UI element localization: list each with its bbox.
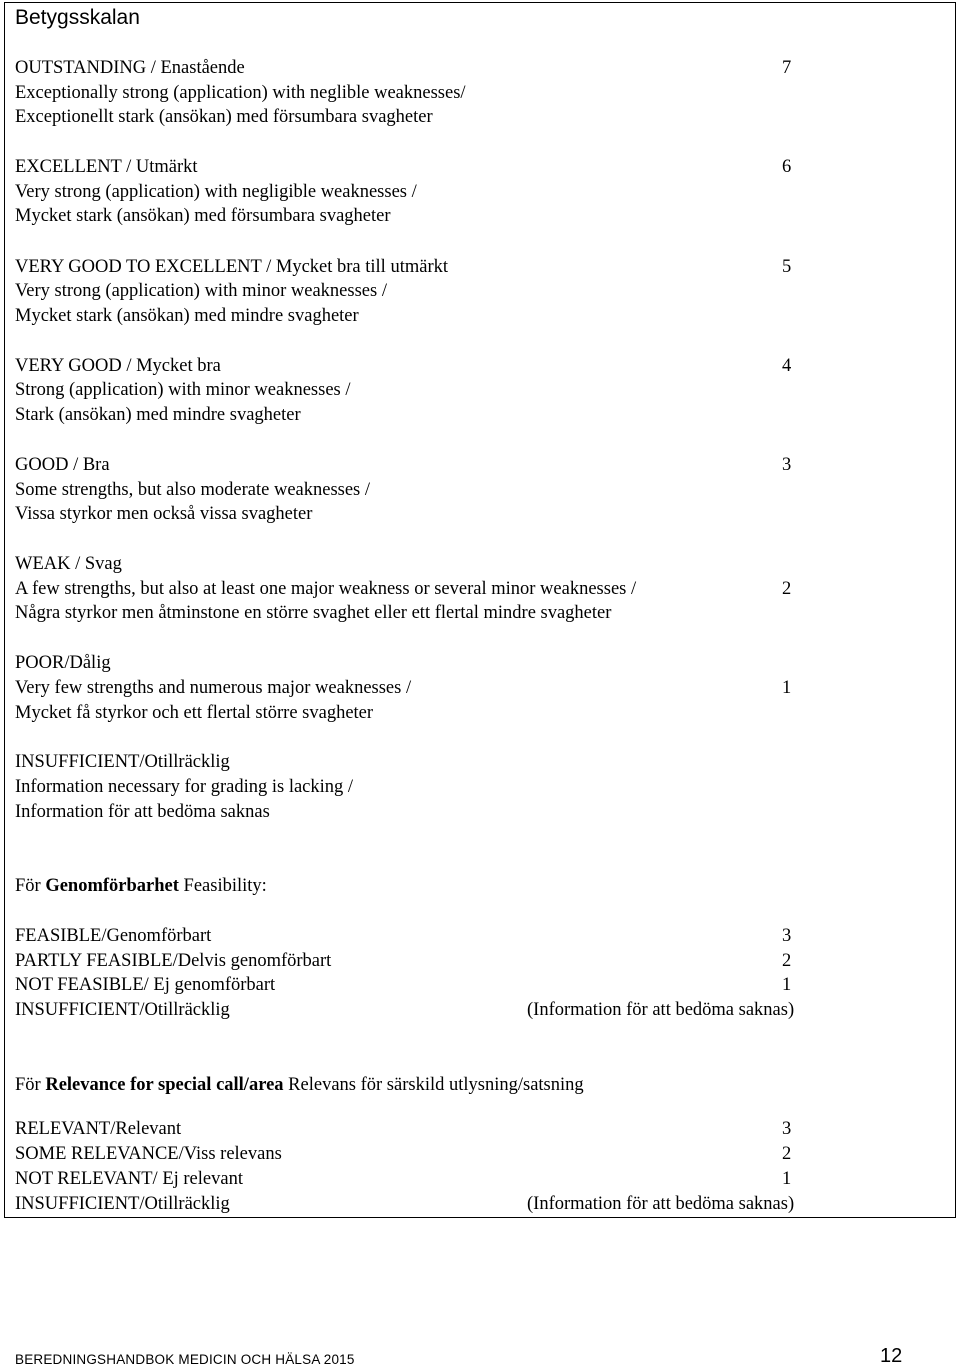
feasibility-row-score: 1 <box>782 975 792 995</box>
grade-insufficient-line-en: Information necessary for grading is lacking / <box>15 777 354 797</box>
grade-6-score: 6 <box>782 157 792 177</box>
grade-1-score: 1 <box>782 678 792 698</box>
grade-2-line-en: A few strengths, but also at least one major weakness or several minor weaknesses / <box>15 579 637 599</box>
grade-3-line-en: Some strengths, but also moderate weaknesses / <box>15 480 371 500</box>
grade-2-heading: WEAK / Svag <box>15 554 122 574</box>
grade-5-line-sv: Mycket stark (ansökan) med mindre svagheter <box>15 306 359 326</box>
grade-insufficient-heading: INSUFFICIENT/Otillräcklig <box>15 752 230 772</box>
grade-7-heading: OUTSTANDING / Enastående <box>15 58 245 78</box>
grade-insufficient-line-sv: Information för att bedöma saknas <box>15 802 270 822</box>
relevance-row-label: RELEVANT/Relevant <box>15 1119 182 1139</box>
grade-3-heading: GOOD / Bra <box>15 455 110 475</box>
grade-1-line-sv: Mycket få styrkor och ett flertal större svagheter <box>15 703 374 723</box>
feasibility-row-score: 2 <box>782 951 792 971</box>
feasibility-row-score: 3 <box>782 926 792 946</box>
grade-4-line-sv: Stark (ansökan) med mindre svagheter <box>15 405 301 425</box>
grade-1-line-en: Very few strengths and numerous major weaknesses / <box>15 678 412 698</box>
feasibility-row-note: (Information för att bedöma saknas) <box>527 1000 795 1020</box>
feasibility-row-label: FEASIBLE/Genomförbart <box>15 926 212 946</box>
grade-7-line-sv: Exceptionellt stark (ansökan) med försumbara svagheter <box>15 107 433 127</box>
relevance-row-score: 3 <box>782 1119 792 1139</box>
grade-1-heading: POOR/Dålig <box>15 653 111 673</box>
relevance-row-label: NOT RELEVANT/ Ej relevant <box>15 1169 243 1189</box>
page-number: 12 <box>880 1345 903 1367</box>
relevance-row-label: SOME RELEVANCE/Viss relevans <box>15 1144 282 1164</box>
grade-4-line-en: Strong (application) with minor weaknesses / <box>15 380 351 400</box>
grade-6-heading: EXCELLENT / Utmärkt <box>15 157 198 177</box>
grade-7-line-en: Exceptionally strong (application) with neglible weaknesses/ <box>15 83 466 103</box>
feasibility-row-label: INSUFFICIENT/Otillräcklig <box>15 1000 230 1020</box>
grade-6-line-en: Very strong (application) with negligible weaknesses / <box>15 182 417 202</box>
footer-document-title: BEREDNINGSHANDBOK MEDICIN OCH HÄLSA 2015 <box>15 1352 355 1367</box>
relevance-row-score: 2 <box>782 1144 792 1164</box>
section-title: Betygsskalan <box>15 6 140 29</box>
relevance-row-score: 1 <box>782 1169 792 1189</box>
relevance-row-label: INSUFFICIENT/Otillräcklig <box>15 1194 230 1214</box>
grade-7-score: 7 <box>782 58 792 78</box>
feasibility-heading: För Genomförbarhet Feasibility: <box>15 876 267 896</box>
feasibility-row-label: PARTLY FEASIBLE/Delvis genomförbart <box>15 951 332 971</box>
grade-6-line-sv: Mycket stark (ansökan) med försumbara svagheter <box>15 206 391 226</box>
grade-5-heading: VERY GOOD TO EXCELLENT / Mycket bra till utmärkt <box>15 257 448 277</box>
feasibility-row-label: NOT FEASIBLE/ Ej genomförbart <box>15 975 276 995</box>
grade-5-line-en: Very strong (application) with minor weaknesses / <box>15 281 387 301</box>
grade-2-line-sv: Några styrkor men åtminstone en större svaghet eller ett flertal mindre svagheter <box>15 603 612 623</box>
relevance-row-note: (Information för att bedöma saknas) <box>527 1194 795 1214</box>
grade-5-score: 5 <box>782 257 792 277</box>
grade-4-heading: VERY GOOD / Mycket bra <box>15 356 221 376</box>
grade-2-score: 2 <box>782 579 792 599</box>
relevance-heading: För Relevance for special call/area Relevans för särskild utlysning/satsning <box>15 1075 584 1095</box>
grade-3-line-sv: Vissa styrkor men också vissa svagheter <box>15 504 313 524</box>
grade-3-score: 3 <box>782 455 792 475</box>
grade-4-score: 4 <box>782 356 792 376</box>
